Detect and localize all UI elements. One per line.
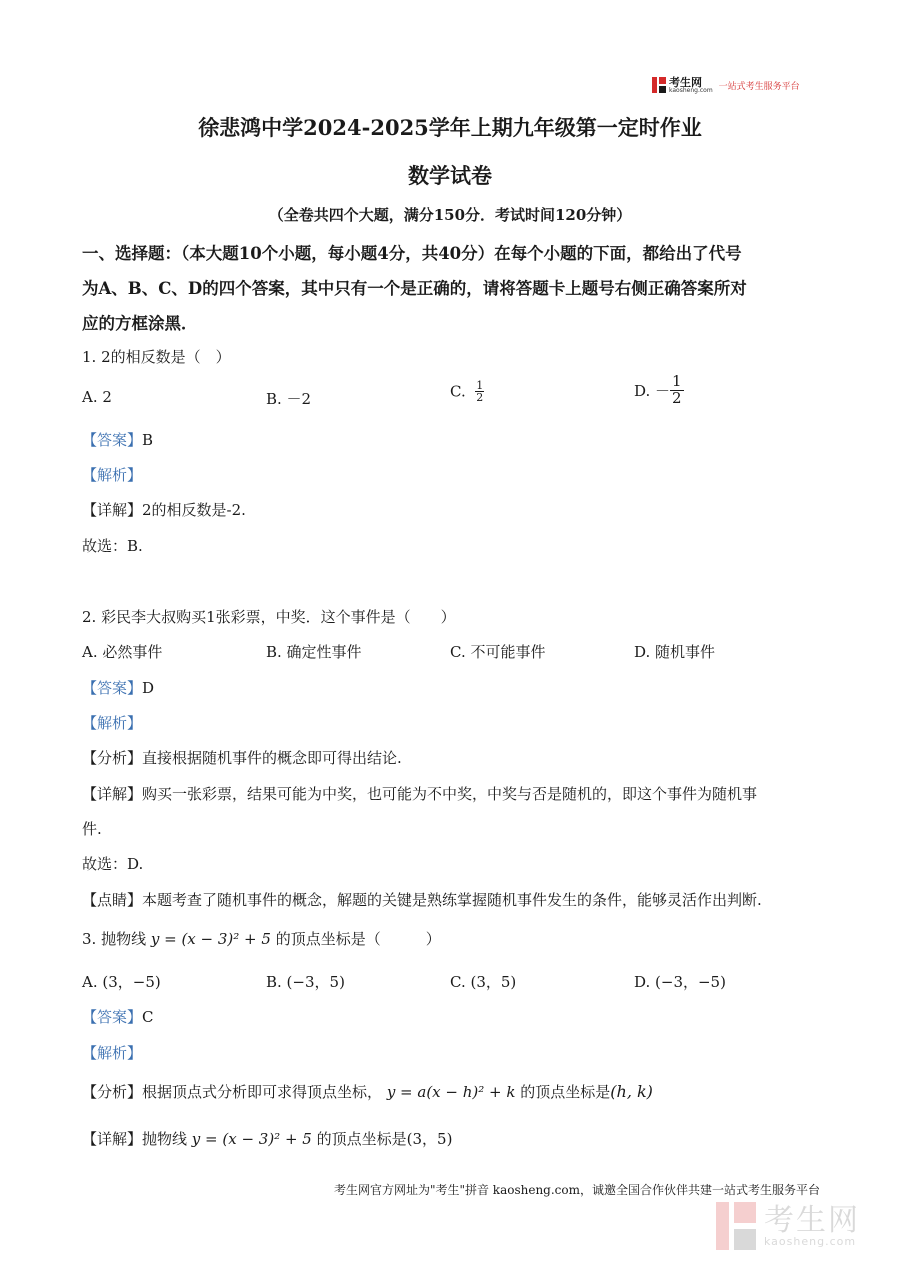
q1-c-numerator: 1	[476, 379, 484, 392]
kaosheng-watermark-icon	[716, 1202, 756, 1250]
q2-conclusion: 故选：D.	[82, 855, 144, 873]
q1-d-numerator: 1	[672, 372, 682, 390]
q1-conclusion: 故选：B.	[82, 537, 143, 555]
logo-domain: kaosheng.com	[669, 86, 713, 94]
q1-option-c: C. $\frac{1}{2}$	[450, 379, 484, 404]
header-logo	[652, 74, 800, 96]
exam-title: 徐悲鸿中学2024-2025学年上期九年级第一定时作业	[198, 115, 702, 140]
q2-detail-line2: 件.	[82, 820, 102, 838]
logo-slogan: 一站式考生服务平台	[718, 81, 800, 92]
q2-answer: 【答案】D	[82, 679, 155, 697]
q1-option-d: D. － $\frac{1}{2}$	[634, 372, 682, 407]
q2-option-d: D. 随机事件	[634, 643, 716, 661]
q3-vertex-form: y = a(x − h)² + k	[386, 1083, 516, 1101]
exam-subject: 数学试卷	[408, 163, 492, 188]
q1-c-denominator: 2	[476, 391, 484, 404]
section1-line3: 应的方框涂黑．	[82, 314, 198, 333]
q1-option-b: B. －2	[266, 390, 312, 408]
q3-fenxi: 【分析】根据顶点式分析即可求得顶点坐标， y = a(x − h)² + k 的顶点坐标是(h, k)	[82, 1082, 653, 1101]
q2-option-c: C. 不可能事件	[450, 643, 546, 661]
q3-formula: y = (x − 3)² + 5	[150, 930, 271, 948]
q3-option-a: A. (3，−5)	[82, 973, 161, 991]
page-footer: 考生网官方网址为"考生"拼音 kaosheng.com，诚邀全国合作伙伴共建一站式考生服务平台	[333, 1183, 820, 1197]
section1-line2: 为A、B、C、D的四个答案，其中只有一个是正确的，请将答题卡上题号右侧正确答案所对	[82, 279, 747, 298]
exam-note: （全卷共四个大题，满分150分．考试时间120分钟）	[268, 206, 632, 224]
q1-option-a: A. 2	[82, 388, 112, 406]
q3-detail-formula: y = (x − 3)² + 5	[191, 1130, 312, 1148]
q2-fenxi: 【分析】直接根据随机事件的概念即可得出结论.	[82, 749, 402, 767]
q2-option-a: A. 必然事件	[82, 643, 163, 661]
q1-detail: 【详解】2的相反数是-2.	[82, 501, 246, 519]
q2-option-b: B. 确定性事件	[266, 643, 362, 661]
q3-analysis-tag: 【解析】	[82, 1044, 143, 1062]
section1-line1: 一、选择题：（本大题10个小题，每小题4分，共40分）在每个小题的下面，都给出了代号	[82, 244, 742, 263]
watermark	[716, 1202, 860, 1250]
q3-detail: 【详解】抛物线 y = (x − 3)² + 5 的顶点坐标是(3，5)	[82, 1130, 453, 1148]
q3-option-c: C. (3，5)	[450, 973, 517, 991]
q3-vertex-point: (h, k)	[610, 1082, 653, 1101]
watermark-domain: kaosheng.com	[764, 1234, 857, 1248]
q2-analysis-tag: 【解析】	[82, 714, 143, 732]
q1-answer: 【答案】B	[82, 431, 154, 449]
watermark-name: 考生网	[764, 1202, 860, 1238]
q3-option-d: D. (−3，−5)	[634, 973, 726, 991]
q2-detail-line1: 【详解】购买一张彩票，结果可能为中奖，也可能为不中奖，中奖与否是随机的，即这个事件为随机事	[82, 785, 758, 803]
kaosheng-logo-icon	[652, 77, 666, 93]
q1-stem: 1. 2的相反数是（ ）	[82, 348, 231, 366]
q2-stem: 2. 彩民李大叔购买1张彩票，中奖．这个事件是（ ）	[82, 608, 456, 626]
q1-d-denominator: 2	[672, 388, 682, 407]
q3-stem: 3. 抛物线 y = (x − 3)² + 5 的顶点坐标是（ ）	[82, 930, 441, 948]
q2-dianjing: 【点睛】本题考查了随机事件的概念，解题的关键是熟练掌握随机事件发生的条件，能够灵活作出判断.	[82, 891, 762, 909]
q3-answer: 【答案】C	[82, 1008, 154, 1026]
q1-analysis-tag: 【解析】	[82, 466, 143, 484]
logo-name: 考生网	[669, 75, 702, 89]
q3-option-b: B. (−3，5)	[266, 973, 345, 991]
